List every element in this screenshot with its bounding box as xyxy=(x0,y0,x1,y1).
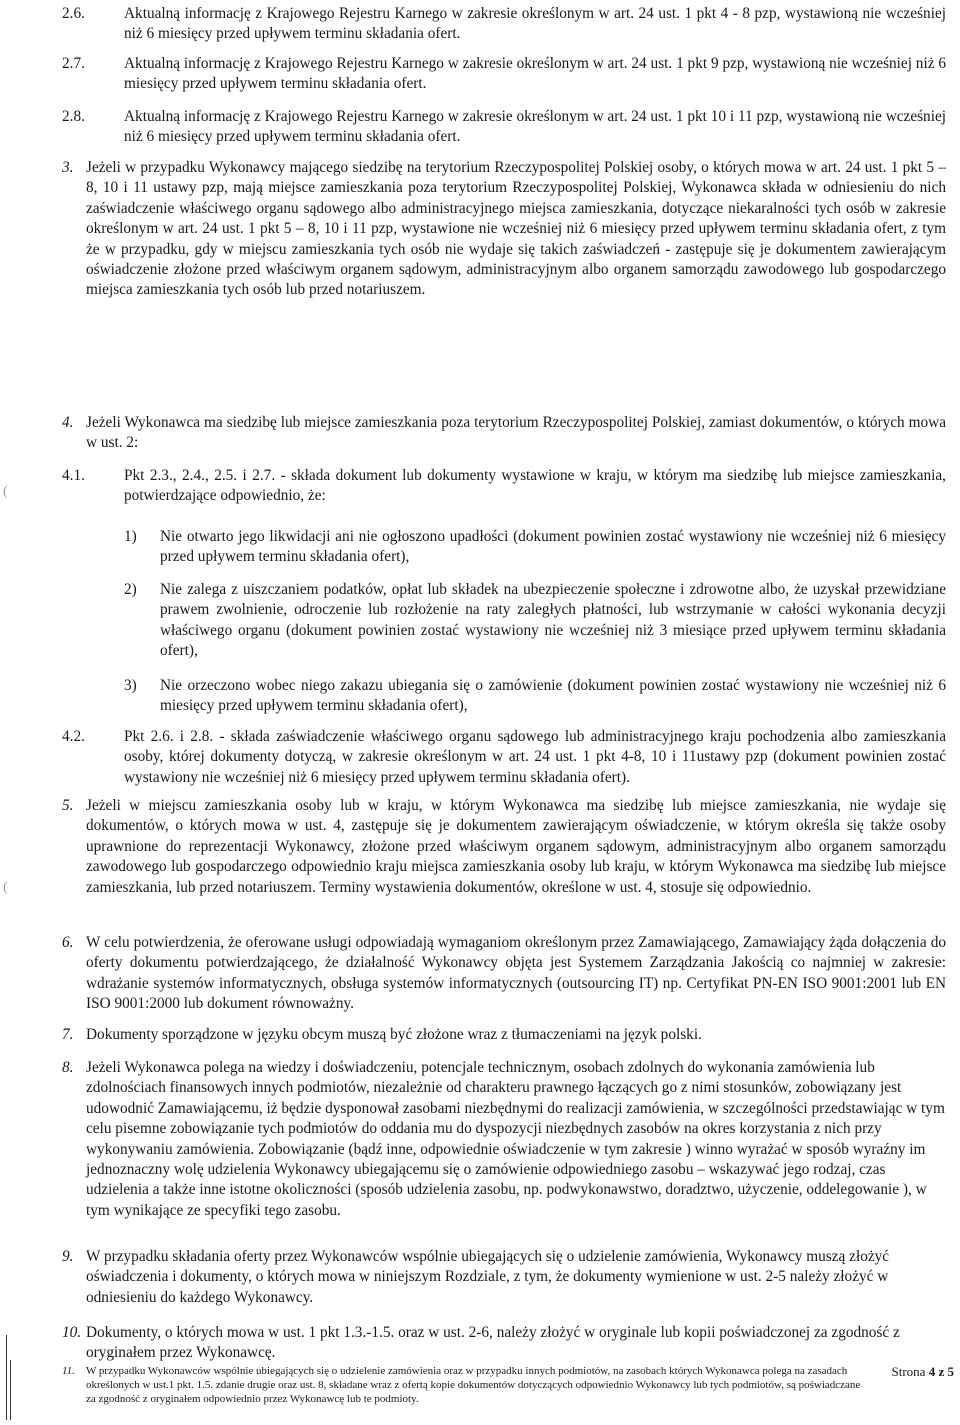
footer-total: 5 xyxy=(947,1364,954,1379)
section-11 xyxy=(62,1364,862,1406)
section-9 xyxy=(62,1247,946,1308)
item-text: Nie orzeczono wobec niego zakazu ubiegania się o zamówienie (dokument powinien zostać wystawiony nie wcześniej niż 6 miesięcy przed upływem terminu składania ofert), xyxy=(160,677,946,715)
section-4 xyxy=(62,413,946,454)
item-number: 3) xyxy=(124,677,137,694)
item-text: Aktualną informację z Krajowego Rejestru Karnego w zakresie określonym w art. 24 ust. 1 pkt 10 i 11 pzp, wystawioną nie wcześniej niż 6 miesięcy przed upływem terminu składania ofert. xyxy=(124,108,946,146)
section-7 xyxy=(62,1025,946,1045)
item-text: Aktualną informację z Krajowego Rejestru Karnego w zakresie określonym w art. 24 ust. 1 pkt 4 - 8 pzp, wystawioną nie wcześniej niż 6 miesięcy przed upływem terminu składania ofert. xyxy=(124,5,946,43)
section-6 xyxy=(62,933,946,1015)
item-number: 8. xyxy=(62,1059,74,1076)
footer-prefix: Strona xyxy=(891,1364,926,1379)
item-text: Jeżeli w przypadku Wykonawcy mającego siedzibę na terytorium Rzeczypospolitej Polskiej osoby, o których mowa w art. 24 ust. 1 pkt 5 – 8, 10 i 11 ustawy pzp, mają miejsce zamieszkania poza terytorium Rzeczypospolitej Polskiej, Wykonawca składa w odniesieniu do nich zaświadczenie właściwego organu sądowego albo administracyjnego miejsca zamieszkania, dotyczące niekaralności tych osób w zakresie określonym w art. 24 ust. 1 pkt 5 – 8, 10 i 11 pzp, wystawione nie wcześniej niż 6 miesięcy przed upływem terminu składania ofert, z tym że w przypadku, gdy w miejscu zamieszkania tych osób nie wydaje się takich zaświadczeń - zastępuje się je dokumentem zawierającym oświadczenie złożone przed właściwym organem sądowym, administracyjnym albo organem samorządu zawodowego lub gospodarczego miejsca zamieszkania tych osób lub przed notariuszem. xyxy=(86,159,946,299)
item-number: 2.6. xyxy=(62,5,85,22)
item-text: Nie zalega z uiszczaniem podatków, opłat lub składek na ubezpieczenie społeczne i zdrowotne albo, że uzyskał przewidziane prawem zwolnienie, odroczenie lub rozłożenie na raty zaległych płatności, lub wstrzymanie w całości wykonania decyzji właściwego organu (dokument powinien zostać wystawiony nie wcześniej niż 3 miesiące przed upływem terminu składania ofert), xyxy=(160,581,946,660)
section-2-7 xyxy=(62,54,946,95)
item-number: 1) xyxy=(124,528,137,545)
item-number: 11. xyxy=(62,1365,75,1377)
section-4-2 xyxy=(62,727,946,788)
margin-line xyxy=(10,1360,11,1420)
item-text: Dokumenty sporządzone w języku obcym muszą być złożone wraz z tłumaczeniami na język polski. xyxy=(86,1026,702,1043)
item-text: Jeżeli Wykonawca polega na wiedzy i doświadczeniu, potencjale technicznym, osobach zdolnych do wykonania zamówienia lub zdolnościach finansowych innych podmiotów, niezależnie od charakteru prawnego łączących go z nimi stosunków, zobowiązany jest udowodnić Zamawiającemu, iż będzie dysponował zasobami niezbędnymi do realizacji zamówienia, w szczególności przedstawiając w tym celu pisemne zobowiązanie tych podmiotów do oddania mu do dyspozycji niezbędnych zasobów na okres korzystania z nich przy wykonywaniu zamówienia. Zobowiązanie (bądź inne, odpowiednie oświadczenie w tym zakresie ) winno wyrażać w sposób wyraźny im jednoznaczny wolę udzielenia Wykonawcy ubiegającemu się o zamówienie odpowiedniego zasobu – wskazywać jego rodzaj, czas udzielenia a także inne istotne okoliczności (sposób udzielenia zasobu, np. podwykonawstwo, doradztwo, użyczenie, oddelegowanie ), w tym wynikające ze specyfiki tego zasobu. xyxy=(86,1059,945,1219)
section-2-8 xyxy=(62,107,946,148)
item-number: 3. xyxy=(62,159,74,176)
item-number: 6. xyxy=(62,934,74,951)
item-number: 2.7. xyxy=(62,55,85,72)
item-number: 4.1. xyxy=(62,467,85,484)
item-number: 4.2. xyxy=(62,728,85,745)
item-text: Aktualną informację z Krajowego Rejestru Karnego w zakresie określonym w art. 24 ust. 1 pkt 9 pzp, wystawioną nie wcześniej niż 6 miesięcy przed upływem terminu składania ofert. xyxy=(124,55,946,93)
section-5 xyxy=(62,796,946,898)
section-3 xyxy=(62,158,946,301)
item-number: 2.8. xyxy=(62,108,85,125)
subitem-3 xyxy=(124,676,946,717)
item-number: 7. xyxy=(62,1026,74,1043)
subitem-2 xyxy=(124,580,946,662)
item-number: 2) xyxy=(124,581,137,598)
section-10 xyxy=(62,1323,946,1364)
item-text: Pkt 2.6. i 2.8. - składa zaświadczenie właściwego organu sądowego lub administracyjnego kraju pochodzenia albo zamieszkania osoby, której dokumenty dotyczą, w zakresie określonym w art. 24 ust. 1 pkt 4-8, 10 i 11ustawy pzp (dokument powinien zostać wystawiony nie wcześniej niż 6 miesięcy przed upływem terminu składania ofert). xyxy=(124,728,946,786)
margin-line xyxy=(6,1335,7,1420)
item-number: 10. xyxy=(62,1324,82,1341)
item-text: W przypadku składania oferty przez Wykonawców wspólnie ubiegających się o udzielenie zamówienia, Wykonawcy muszą złożyć oświadczenia i dokumenty, o których mowa w niniejszym Rozdziale, z tym, że dokumenty wymienione w ust. 2-5 należy złożyć w odniesieniu do każdego Wykonawcy. xyxy=(86,1248,890,1306)
item-number: 5. xyxy=(62,797,74,814)
section-8 xyxy=(62,1058,946,1221)
item-number: 9. xyxy=(62,1248,74,1265)
footer-page: 4 xyxy=(928,1364,936,1379)
item-text: Pkt 2.3., 2.4., 2.5. i 2.7. - składa dokument lub dokumenty wystawione w kraju, w którym ma siedzibę lub miejsce zamieszkania, potwierdzające odpowiednio, że: xyxy=(124,467,946,505)
item-text: Nie otwarto jego likwidacji ani nie ogłoszono upadłości (dokument powinien zostać wystawiony nie wcześniej niż 6 miesięcy przed upływem terminu składania ofert), xyxy=(160,528,946,566)
margin-mark: ( xyxy=(3,484,8,499)
section-4-1 xyxy=(62,466,946,507)
section-2-6 xyxy=(62,4,946,45)
item-text: Dokumenty, o których mowa w ust. 1 pkt 1.3.-1.5. oraz w ust. 2-6, należy złożyć w oryginale lub kopii poświadczonej za zgodność z oryginałem przez Wykonawcę. xyxy=(86,1324,900,1362)
page-footer xyxy=(892,1362,954,1382)
item-text: Jeżeli w miejscu zamieszkania osoby lub w kraju, w którym Wykonawca ma siedzibę lub miejsce zamieszkania, nie wydaje się dokumentów, o których mowa w ust. 4, zastępuje się je dokumentem zawierającym oświadczenie, w którym określa się także osoby uprawnione do reprezentacji Wykonawcy, złożone przed właściwym organem sądowym, administracyjnym albo organem samorządu zawodowego lub gospodarczego odpowiednio kraju miejsca zamieszkania osoby lub kraju, w którym Wykonawca ma siedzibę lub miejsce zamieszkania, lub przed notariuszem. Terminy wystawienia dokumentów, określone w ust. 4, stosuje się odpowiednio. xyxy=(86,797,946,896)
item-text: W przypadku Wykonawców wspólnie ubiegających się o udzielenie zamówienia oraz w przypadku innych podmiotów, na zasobach których Wykonawca polega na zasadach określonych w ust.1 pkt. 1.5. zdanie drugie oraz ust. 8, składane wraz z ofertą kopie dokumentów dotyczących odpowiednio Wykonawcy lub tych podmiotów, są poświadczane za zgodność z oryginałem odpowiednio przez Wykonawcę lub te podmioty. xyxy=(86,1365,861,1405)
footer-sep: z xyxy=(938,1364,945,1379)
item-text: Jeżeli Wykonawca ma siedzibę lub miejsce zamieszkania poza terytorium Rzeczypospolitej Polskiej, zamiast dokumentów, o których mowa w ust. 2: xyxy=(86,414,946,452)
item-text: W celu potwierdzenia, że oferowane usługi odpowiadają wymaganiom określonym przez Zamawiającego, Zamawiający żąda dołączenia do oferty dokumentu potwierdzającego, że działalność Wykonawcy objęta jest Systemem Zarządzania Jakością co najmniej w zakresie: wdrażanie systemów informatycznych, obsługa systemów informatycznych (outsourcing IT) np. Certyfikat PN-EN ISO 9001:2001 lub EN ISO 9001:2000 lub dokument równoważny. xyxy=(86,934,946,1013)
subitem-1 xyxy=(124,527,946,568)
margin-mark: ( xyxy=(3,880,8,895)
item-number: 4. xyxy=(62,414,74,431)
